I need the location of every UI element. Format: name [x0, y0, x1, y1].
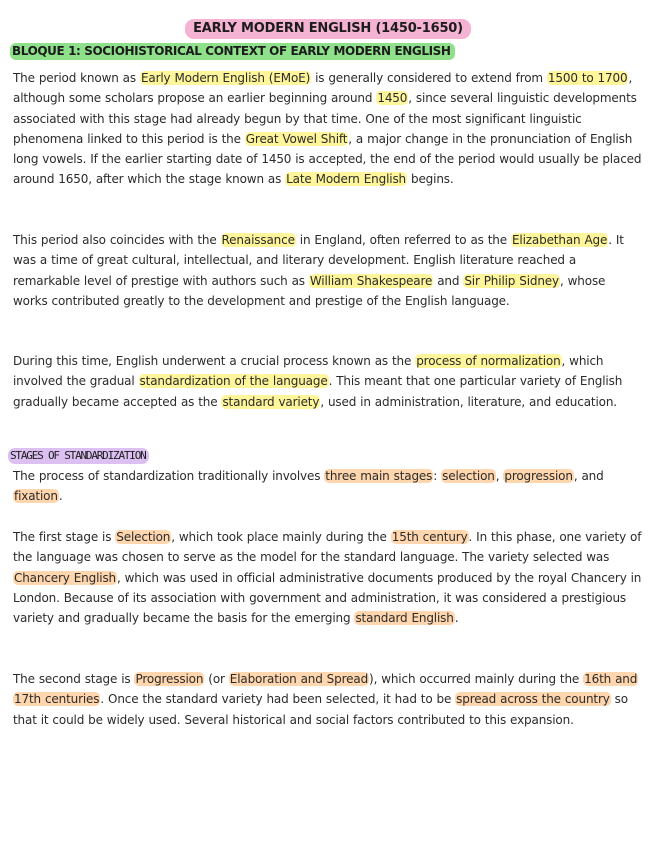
text-run: , which involved the gradual [13, 354, 604, 389]
text-run: . This meant that one particular variety of English gradually became accepted as the [13, 374, 623, 409]
text-run: , and [573, 469, 604, 483]
text-run: This period also coincides with the [13, 233, 221, 247]
text-run: The period known as [13, 71, 140, 85]
highlighted-term: selection [442, 469, 495, 483]
text-run: , which took place mainly during the [171, 530, 391, 544]
text-run: The first stage is [13, 530, 116, 544]
paragraph-period [13, 68, 643, 190]
highlighted-term: Chancery English [14, 570, 117, 585]
text-run: , since several linguistic developments associated with this stage had already begun by that time. One of the most significant linguistic phenomena linked to this period is the [13, 91, 637, 146]
paragraph-normalization [13, 351, 643, 412]
highlighted-term: standard English [355, 611, 454, 626]
highlighted-term: process of normalization [416, 354, 561, 368]
text-run: , whose works contributed greatly to the development and prestige of the English language. [13, 273, 606, 308]
text-run: The process of standardization traditionally involves [13, 469, 325, 483]
highlighted-term: Early Modern English (EMoE) [140, 71, 311, 85]
text-run: , which was used in official administrative documents produced by the royal Chancery in London. Because of its association with government and administration, it was considered a prestigious variety and gradually became the basis for the emerging [13, 570, 642, 626]
highlighted-term: Selection [116, 530, 171, 544]
paragraph-stages [13, 466, 643, 507]
paragraph-selection [13, 527, 643, 628]
text-run: The second stage is [13, 672, 135, 686]
highlighted-term: fixation [14, 489, 58, 504]
highlighted-term: Late Modern English [286, 172, 407, 187]
subheading-stages: STAGES OF STANDARDIZATION [8, 448, 149, 464]
text-run: and [433, 273, 464, 288]
text-run: in England, often referred to as the [295, 233, 511, 247]
text-run: , [495, 469, 504, 483]
text-run: ), which occurred mainly during the [369, 672, 584, 686]
highlighted-term: three main stages [325, 469, 433, 483]
paragraph-progression [13, 669, 643, 730]
highlighted-term: Sir Philip Sidney [464, 273, 559, 288]
highlighted-term: standard variety [222, 394, 320, 409]
text-run: , although some scholars propose an earlier beginning around [13, 71, 633, 106]
text-run: . It was a time of great cultural, intellectual, and literary development. English literature reached a remarkable level of prestige with authors such as [13, 233, 624, 288]
text-run: , used in administration, literature, and education. [320, 394, 617, 409]
highlighted-term: 1450 [377, 91, 408, 106]
document-title: EARLY MODERN ENGLISH (1450-1650) [185, 19, 471, 39]
title-row [0, 17, 656, 39]
text-run: During this time, English underwent a crucial process known as the [13, 354, 416, 368]
highlighted-term: Renaissance [221, 233, 295, 247]
highlighted-term: Elaboration and Spread [229, 672, 369, 686]
section-heading: BLOQUE 1: SOCIOHISTORICAL CONTEXT OF EARLY MODERN ENGLISH [10, 43, 455, 60]
text-run: so that it could be widely used. Several historical and social factors contributed to this expansion. [13, 692, 628, 727]
text-run: . [58, 489, 63, 504]
highlighted-term: 1500 to 1700 [547, 71, 628, 85]
highlighted-term: 15th century [391, 530, 468, 544]
text-run: is generally considered to extend from [311, 71, 547, 85]
text-run: , a major change in the pronunciation of English long vowels. If the earlier starting date of 1450 is accepted, the end of the period would usually be placed around 1650, after which the stage known as [13, 131, 642, 187]
text-run: (or [204, 672, 229, 686]
highlighted-term: 16th and 17th centuries [14, 672, 638, 707]
paragraph-renaissance [13, 230, 643, 311]
highlighted-term: spread across the country [456, 692, 610, 707]
highlighted-term: William Shakespeare [309, 273, 433, 288]
text-run: . [454, 611, 459, 626]
highlighted-term: Progression [135, 672, 204, 686]
text-run: . Once the standard variety had been selected, it had to be [100, 692, 456, 707]
highlighted-term: Great Vowel Shift [245, 131, 348, 146]
highlighted-term: standardization of the language [139, 374, 328, 389]
highlighted-term: progression [504, 469, 573, 483]
text-run: : [433, 469, 442, 483]
highlighted-term: Elizabethan Age [511, 233, 608, 247]
text-run: begins. [407, 172, 454, 187]
text-run: . In this phase, one variety of the language was chosen to serve as the model for the standard language. The variety selected was [13, 530, 642, 565]
